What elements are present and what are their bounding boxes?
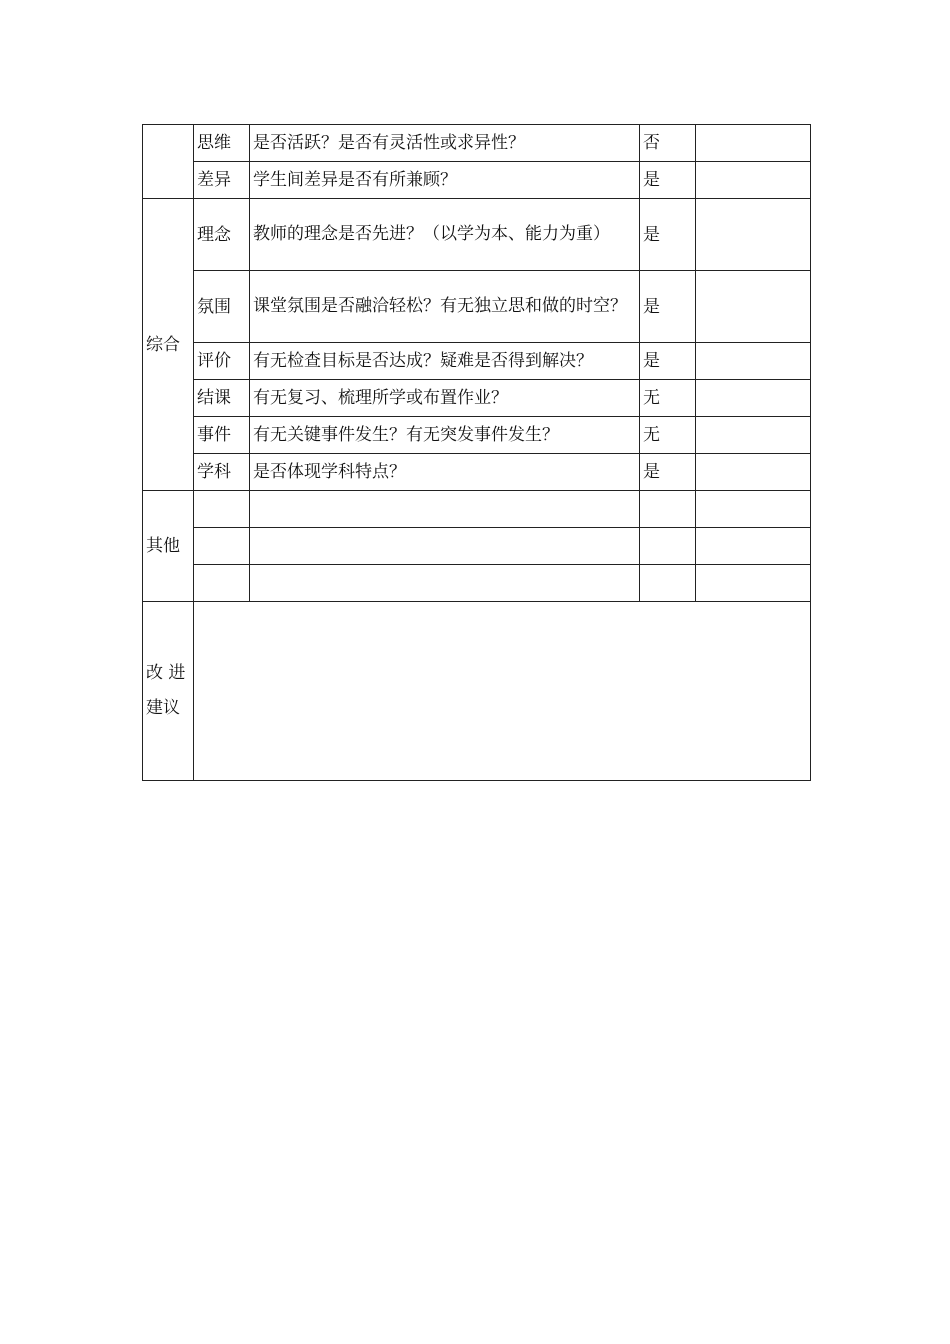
answer-cell: 是: [640, 162, 696, 199]
item-cell: 差异: [194, 162, 250, 199]
item-cell: 理念: [194, 199, 250, 271]
item-cell: [194, 491, 250, 528]
item-cell: 思维: [194, 125, 250, 162]
table-row: [143, 271, 811, 343]
improvement-content: [194, 602, 811, 781]
question-cell: [250, 565, 640, 602]
note-cell: [696, 125, 811, 162]
question-cell: 是否活跃？是否有灵活性或求异性？: [250, 125, 640, 162]
note-cell: [696, 491, 811, 528]
answer-cell: 是: [640, 271, 696, 343]
table-row: [143, 565, 811, 602]
answer-cell: 是: [640, 454, 696, 491]
answer-cell: 是: [640, 343, 696, 380]
improvement-label-line2: 建议: [146, 698, 180, 718]
note-cell: [696, 454, 811, 491]
table-row: [143, 380, 811, 417]
answer-cell: [640, 491, 696, 528]
answer-cell: 是: [640, 199, 696, 271]
improvement-label-line1: 改 进: [146, 663, 186, 683]
answer-cell: 无: [640, 417, 696, 454]
question-cell: 有无关键事件发生？有无突发事件发生？: [250, 417, 640, 454]
answer-cell: 无: [640, 380, 696, 417]
question-cell: [250, 491, 640, 528]
answer-cell: 否: [640, 125, 696, 162]
table-row: [143, 417, 811, 454]
note-cell: [696, 528, 811, 565]
question-cell: 有无检查目标是否达成？疑难是否得到解决？: [250, 343, 640, 380]
note-cell: [696, 417, 811, 454]
item-cell: [194, 528, 250, 565]
note-cell: [696, 565, 811, 602]
note-cell: [696, 199, 811, 271]
category-cell: 综合: [143, 199, 194, 491]
item-cell: 氛围: [194, 271, 250, 343]
answer-cell: [640, 528, 696, 565]
item-cell: [194, 565, 250, 602]
note-cell: [696, 343, 811, 380]
table-row: [143, 343, 811, 380]
question-cell: 学生间差异是否有所兼顾？: [250, 162, 640, 199]
note-cell: [696, 162, 811, 199]
table-row: [143, 162, 811, 199]
table-row: [143, 454, 811, 491]
table-row: [143, 199, 811, 271]
question-cell: 教师的理念是否先进？（以学为本、能力为重）: [250, 199, 640, 271]
table-row: [143, 528, 811, 565]
answer-cell: [640, 565, 696, 602]
question-cell: 有无复习、梳理所学或布置作业？: [250, 380, 640, 417]
question-cell: 是否体现学科特点？: [250, 454, 640, 491]
note-cell: [696, 380, 811, 417]
item-cell: 学科: [194, 454, 250, 491]
note-cell: [696, 271, 811, 343]
question-cell: [250, 528, 640, 565]
category-cell: [143, 125, 194, 199]
improvement-row: [143, 602, 811, 781]
table-row: [143, 125, 811, 162]
lesson-evaluation-table: [142, 124, 811, 781]
category-cell: 其他: [143, 491, 194, 602]
item-cell: 评价: [194, 343, 250, 380]
table-row: [143, 491, 811, 528]
question-cell: 课堂氛围是否融洽轻松？有无独立思和做的时空？: [250, 271, 640, 343]
item-cell: 结课: [194, 380, 250, 417]
item-cell: 事件: [194, 417, 250, 454]
improvement-label: [143, 602, 194, 781]
